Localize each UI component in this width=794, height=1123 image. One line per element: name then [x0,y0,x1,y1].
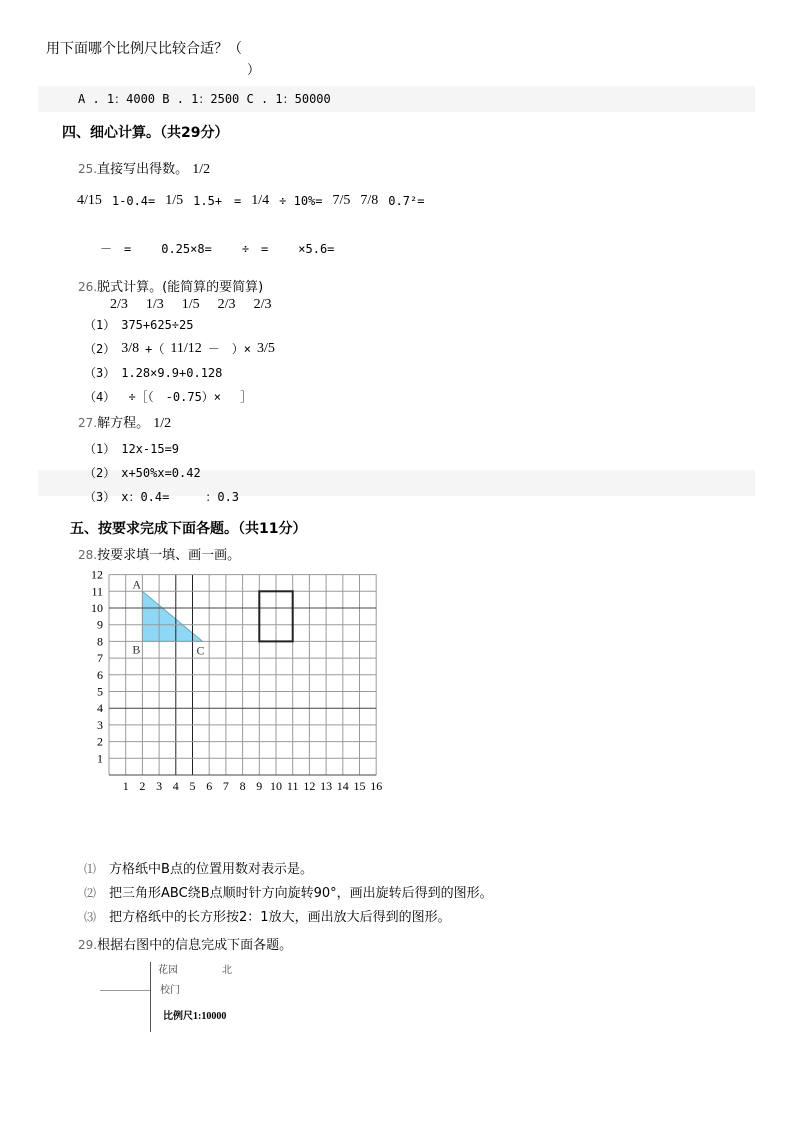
fraction: 2/3 [253,297,272,312]
x-tick-label: 5 [189,779,196,793]
calc-item: （3） 1.28×9.9+0.128 [84,366,223,380]
q28-num: 28. [78,548,98,562]
y-tick-label: 9 [97,617,103,632]
y-tick-label: 6 [97,667,103,682]
point-a-label: A [132,577,142,592]
triangle-abc [142,591,202,641]
q27-title: 解方程。 [97,416,150,431]
fraction: 7/5 [332,193,351,208]
x-tick-label: 13 [320,779,333,793]
x-tick-label: 16 [370,779,383,793]
item-num: ⑵ [84,886,97,900]
x-tick-label: 14 [336,779,349,793]
x-tick-label: 2 [139,779,146,793]
calc-item: （2） [84,342,116,356]
x-tick-label: 3 [156,779,163,793]
calc-item: ÷ 10%= [279,194,323,208]
calc-item: 1-0.4= [111,194,156,208]
q29-title: 根据右图中的信息完成下面各题。 [97,938,293,953]
fraction: 3/8 [121,341,140,356]
calc-item: +（ [145,342,165,356]
fraction: 1/2 [192,162,211,177]
fraction: 1/2 [153,416,172,431]
q28-item: 把方格纸中的长方形按2：1放大，画出放大后得到的图形。 [109,910,451,925]
x-tick-label: 9 [256,779,263,793]
fraction: 1/5 [181,297,200,312]
x-tick-label: 11 [286,779,299,793]
map-scale: 比例尺1:10000 [163,1011,227,1022]
fraction: 4/15 [77,193,102,208]
fraction: 1/4 [251,193,270,208]
y-tick-label: 11 [91,584,103,599]
q25-title: 直接写出得数。 [97,162,189,177]
item-num: ⑶ [84,910,97,924]
calc-item: － = [100,242,132,256]
fraction: 2/3 [217,297,236,312]
fraction: 7/8 [360,193,379,208]
y-tick-label: 2 [97,734,103,749]
map-garden-label: 花园 [158,965,178,976]
y-tick-label: 4 [97,701,103,716]
section5-title: 五、按要求完成下面各题。（共11分） [70,521,307,537]
x-tick-label: 12 [303,779,316,793]
map-axis-line [150,962,151,1032]
x-tick-label: 6 [206,779,213,793]
equation: （2） x+50%x=0.42 [84,466,201,480]
map-road-line [100,990,150,991]
q29-num: 29. [78,938,98,952]
x-tick-label: 7 [222,779,229,793]
q27-num: 27. [78,416,98,430]
equation: （1） 12x-15=9 [84,442,180,456]
calc-item: ÷ = [241,242,269,256]
q24-stem: 用下面哪个比例尺比较合适？（ [46,41,242,57]
q28-item: 方格纸中B点的位置用数对表示是。 [109,862,313,877]
x-tick-label: 1 [122,779,129,793]
q28-item: 把三角形ABC绕B点顺时针方向旋转90°，画出旋转后得到的图形。 [109,886,493,901]
y-tick-label: 8 [97,634,103,649]
x-tick-label: 10 [270,779,282,793]
calc-item: 1.5+ = [193,194,242,208]
q26-title: 脱式计算。(能简算的要简算) [97,280,264,295]
point-c-label: C [196,643,205,658]
calc-item: （4） ÷［（ -0.75）× ］ [84,390,253,404]
fraction: 1/3 [145,297,164,312]
x-tick-label: 8 [239,779,246,793]
q24-options: A . 1：4000 B . 1：2500 C . 1：50000 [78,92,331,106]
section4-title: 四、细心计算。（共29分） [62,125,229,141]
y-tick-label: 1 [97,751,103,766]
point-b-label: B [132,642,141,657]
y-tick-label: 5 [97,684,103,699]
calc-item: ×5.6= [298,242,335,256]
fraction: 2/3 [110,297,128,312]
calc-item: （1） 375+625÷25 [84,318,194,332]
equation: （3） x：0.4= ：0.3 [84,490,240,504]
y-tick-label: 12 [91,567,103,582]
x-tick-label: 15 [353,779,366,793]
map-gate-label: 校门 [160,985,180,996]
q26-num: 26. [78,280,98,294]
fraction: 1/5 [165,193,184,208]
calc-item: 0.25×8= [161,242,212,256]
q24-close: ） [247,63,261,78]
q28-title: 按要求填一填、画一画。 [97,548,241,563]
y-tick-label: 10 [91,601,103,615]
y-tick-label: 3 [97,717,103,732]
item-num: ⑴ [84,862,97,876]
calc-item: 0.7²= [388,194,425,208]
map-north-label: 北 [222,965,232,976]
q25-num: 25. [78,162,98,176]
x-tick-label: 4 [172,779,179,793]
fraction: 3/5 [256,341,275,356]
y-tick-label: 7 [97,651,103,666]
calc-item: － ）× [207,342,251,356]
fraction: 11/12 [170,341,202,356]
